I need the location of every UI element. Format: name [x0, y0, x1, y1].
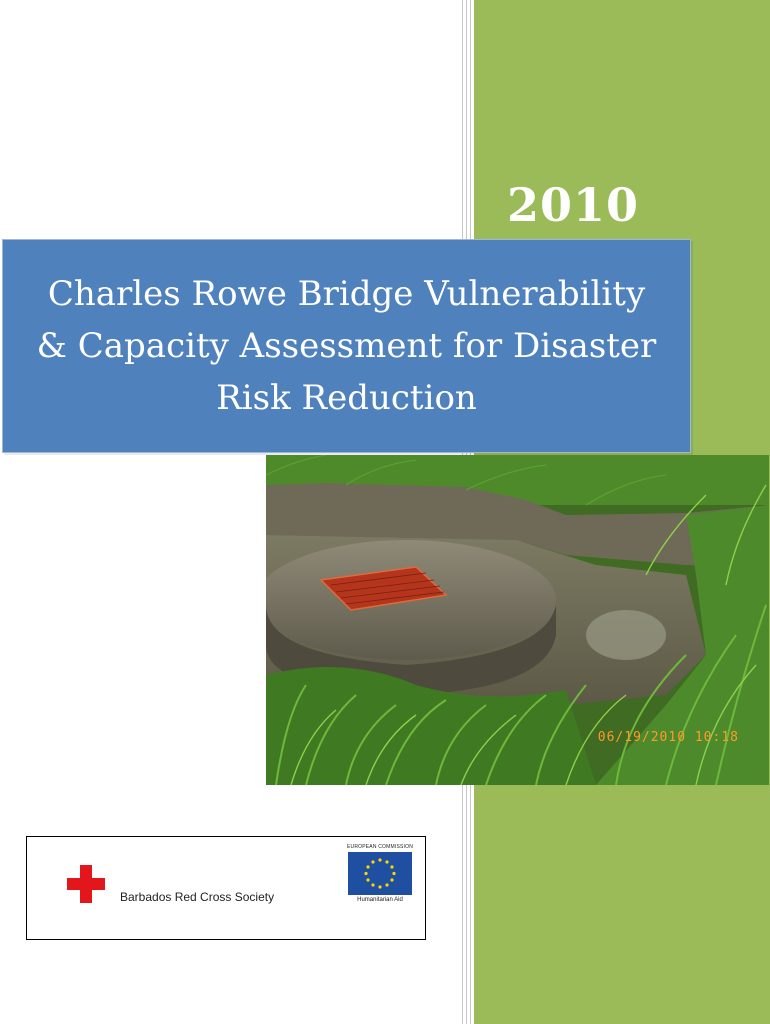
humanitarian-aid-label: Humanitarian Aid [357, 897, 403, 903]
sponsor-logos-box [26, 836, 426, 940]
document-title: Charles Rowe Bridge Vulnerability & Capacity Assessment for Disaster Risk Reduction [36, 274, 657, 418]
red-cross-icon [67, 865, 105, 903]
title-banner [2, 239, 691, 453]
eu-commission-label: EUROPEAN COMMISSION [346, 844, 414, 850]
cover-photo [266, 455, 769, 785]
eu-flag-icon [348, 852, 412, 895]
cover-year: 2010 [506, 178, 640, 232]
photo-timestamp: 06/19/2010 10:18 [597, 730, 739, 745]
red-cross-label: Barbados Red Cross Society [120, 890, 275, 904]
